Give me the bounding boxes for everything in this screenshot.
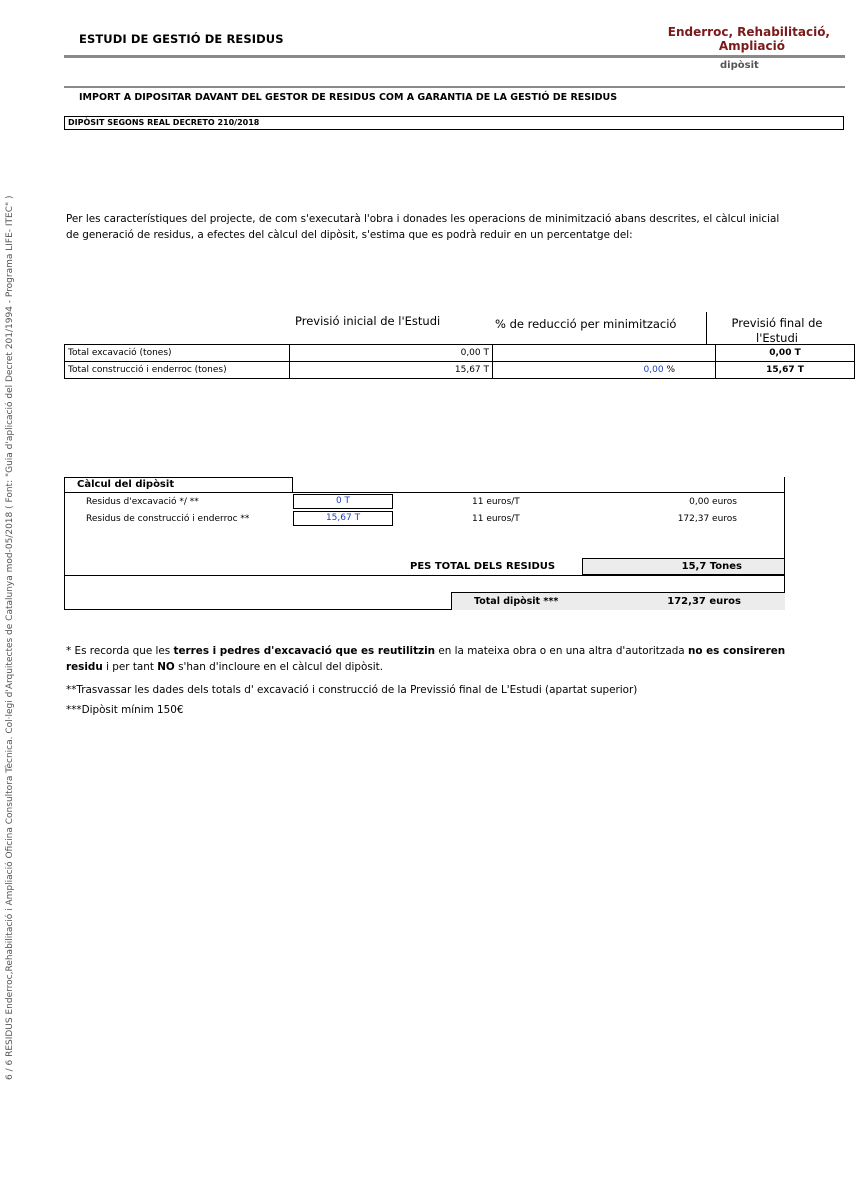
table-row bbox=[65, 345, 855, 362]
total-weight-label: PES TOTAL DELS RESIDUS bbox=[410, 561, 556, 572]
note-1: * Es recorda que les terres i pedres d'excavació que es reutilitzin en la mateixa obra o en una altra d'autoritzada no es consireren residu i per tant NO s'han d'incloure en el càlcul del dipòsit. bbox=[66, 645, 786, 673]
note-2: **Trasvassar les dades dels totals d' excavació i construcció de la Previssió final de L'Estudi (apartat superior) bbox=[66, 684, 638, 696]
header-rule bbox=[64, 55, 845, 58]
table-row bbox=[65, 362, 855, 379]
document-title: ESTUDI DE GESTIÓ DE RESIDUS bbox=[79, 32, 284, 46]
calc-divider bbox=[64, 575, 785, 576]
calc-row-amount[interactable]: 15,67 T bbox=[293, 511, 393, 526]
row-final: 0,00 T bbox=[716, 345, 855, 362]
section-title: IMPORT A DIPOSITAR DAVANT DEL GESTOR DE RESIDUS COM A GARANTIA DE LA GESTIÓ DE RESIDUS bbox=[79, 92, 618, 103]
note-3: ***Dipòsit mínim 150€ bbox=[66, 704, 184, 716]
col-header-final: Previsió final de l'Estudi bbox=[731, 316, 823, 345]
section-rule bbox=[64, 86, 845, 88]
notes bbox=[66, 643, 786, 725]
calc-row-label: Residus d'excavació */ ** bbox=[86, 497, 199, 507]
calc-top-line bbox=[293, 492, 785, 493]
document-category bbox=[640, 25, 830, 53]
estimate-table bbox=[64, 344, 855, 379]
calc-row-rate: 11 euros/T bbox=[472, 497, 520, 507]
deposit-calc-title: Càlcul del dipòsit bbox=[77, 479, 175, 490]
col-header-reduction: % de reducció per minimització bbox=[495, 317, 677, 331]
section-box-title: DIPÒSIT SEGONS REAL DECRETO 210/2018 bbox=[64, 116, 844, 130]
row-initial: 0,00 T bbox=[290, 345, 493, 362]
category-line-1: Enderroc, Rehabilitació, bbox=[667, 25, 830, 39]
total-deposit-value: 172,37 euros bbox=[667, 596, 741, 607]
row-reduction[interactable] bbox=[493, 345, 716, 362]
col-divider bbox=[706, 312, 707, 345]
row-initial: 15,67 T bbox=[290, 362, 493, 379]
calc-row-rate: 11 euros/T bbox=[472, 514, 520, 524]
total-deposit-label: Total dipòsit *** bbox=[474, 596, 559, 607]
row-label: Total excavació (tones) bbox=[65, 345, 290, 362]
row-label: Total construcció i enderroc (tones) bbox=[65, 362, 290, 379]
row-reduction[interactable]: 0,00 % bbox=[493, 362, 716, 379]
col-header-initial: Previsió inicial de l'Estudi bbox=[295, 314, 441, 328]
total-weight-value: 15,7 Tones bbox=[582, 558, 785, 575]
category-line-2: Ampliació bbox=[718, 39, 785, 53]
row-final: 15,67 T bbox=[716, 362, 855, 379]
intro-paragraph: Per les característiques del projecte, de com s'executarà l'obra i donades les operacions de minimització abans descrites, el càlcul inicial de generació de residus, a efectes del càlcul del dipòsit, s'estima que es podrà reduir en un percentatge del: bbox=[66, 213, 780, 241]
side-footer-text: 6 / 6 RESIDUS Enderroc,Rehabilitació i Ampliació Oficina Consultora Tècnica. Col·legi d'Arquitectes de Catalunya mod-05/2018 ( Font: "Guia d'aplicació del Decret 201/1994 - Programa LIFE- ITEC" ) bbox=[5, 195, 15, 1080]
calc-row-result: 0,00 euros bbox=[689, 497, 737, 507]
calc-row-result: 172,37 euros bbox=[677, 514, 737, 524]
calc-row-amount[interactable]: 0 T bbox=[293, 494, 393, 509]
calc-row-label: Residus de construcció i enderroc ** bbox=[86, 514, 250, 524]
document-subtitle: dipòsit bbox=[720, 60, 759, 71]
